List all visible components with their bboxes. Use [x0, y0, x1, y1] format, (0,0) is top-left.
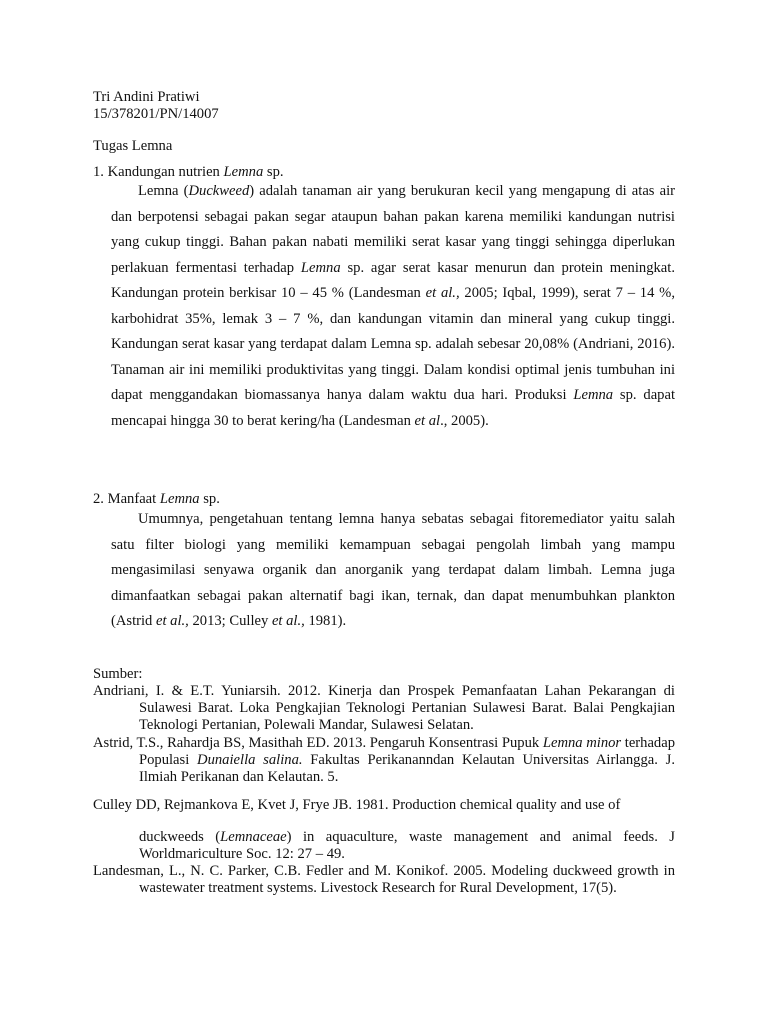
s1-text-5: sp. agar serat kasar menurun dan protein meningkat. Kandungan protein berkisar 10 – 45 % (Landesman [111, 259, 675, 301]
s2-text-3: 2013; Culley [188, 613, 272, 629]
ref2-text-a: Astrid, T.S., Rahardja BS, Masithah ED. 2013. Pengaruh Konsentrasi Pupuk [93, 735, 543, 751]
ref3-text-c: ) in aquaculture, waste management and animal feeds. J Worldmariculture Soc. 12: 27 – 49. [139, 829, 675, 863]
ref2-text-b: Lemna minor [542, 735, 622, 751]
s1-text-9: sp. dapat mencapai hingga 30 to berat kering/ha (Landesman [111, 387, 675, 429]
section2-paragraph [111, 507, 675, 635]
s1-text-2: Duckweed [188, 183, 250, 199]
section1-heading-italic: Lemna [223, 164, 264, 180]
ref3-text-b: Lemnaceae [220, 829, 287, 845]
section2-heading-prefix: 2. Manfaat [93, 491, 160, 507]
s2-text-5: 1981). [304, 613, 347, 629]
ref2-text-c: terhadap Populasi [139, 735, 675, 769]
s1-text-6: et al., [425, 285, 460, 301]
ref2-text-d: Dunaiella salina. [197, 752, 303, 769]
section2-heading [93, 491, 220, 508]
s2-text-1: Umumnya, pengetahuan tentang lemna hanya sebatas sebagai fitoremediator yaitu salah satu filter biologi yang memiliki kemampuan sebagai pengolah limbah yang mampu mengasimilasi senyawa organik dan anorganik yang terdapat dalam limbah. Lemna juga dimanfaatkan sebagai pakan alternatif bagi ikan, ternak, dan dapat menumbuhkan plankton (Astrid [111, 511, 675, 629]
s2-text-2: et al., [156, 613, 189, 629]
s1-text-8: Lemna [573, 387, 614, 403]
section2-heading-suffix: sp. [199, 491, 220, 507]
s1-text-11: ., 2005). [440, 412, 489, 429]
author-name: Tri Andini Pratiwi [93, 89, 200, 105]
assignment-title: Tugas Lemna [93, 138, 173, 154]
s2-text-4: et al., [271, 613, 305, 629]
ref2-text-e: Fakultas Perikananndan Kelautan Universitas Airlangga. J. Ilmiah Perikanan dan Kelautan. 5. [139, 752, 675, 786]
section1-heading-prefix: 1. Kandungan nutrien [93, 164, 224, 180]
s1-text-3: ) adalah tanaman air yang berukuran kecil yang mengapung di atas air dan berpotensi sebagai pakan segar ataupun bahan pakan karena memiliki kandungan nutrisi yang cukup tinggi. Bahan pakan nabati memiliki serat kasar yang tinggi sehingga diperlukan perlakuan fermentasi terhadap [111, 183, 675, 276]
section2-heading-italic: Lemna [159, 491, 200, 507]
s1-text-10: et al [414, 412, 441, 429]
reference-landesman: Landesman, L., N. C. Parker, C.B. Fedler and M. Konikof. 2005. Modeling duckweed growth in wastewater treatment systems. Livestock Research for Rural Development, 17(5). [93, 863, 675, 897]
reference-andriani: Andriani, I. & E.T. Yuniarsih. 2012. Kinerja dan Prospek Pemanfaatan Lahan Pekarangan di Sulawesi Barat. Loka Pengkajian Teknologi Pertanian Sulawesi Barat. Balai Pengkajian Teknologi Pertanian, Polewali Mandar, Sulawesi Selatan. [93, 683, 675, 734]
section1-heading-suffix: sp. [263, 164, 284, 180]
reference-culley-cont [139, 829, 675, 863]
student-id: 15/378201/PN/14007 [93, 106, 219, 122]
sources-heading: Sumber: [93, 666, 143, 682]
reference-culley-line1: Culley DD, Rejmankova E, Kvet J, Frye JB. 1981. Production chemical quality and use of [93, 797, 621, 813]
ref3-text-a: duckweeds ( [139, 829, 221, 845]
s1-text-4: Lemna [300, 259, 341, 276]
reference-astrid [93, 735, 675, 787]
s1-text-7: 2005; Iqbal, 1999), serat 7 – 14 %, karbohidrat 35%, lemak 3 – 7 %, dan kandungan vitamin dan mineral yang cukup tinggi. Kandungan serat kasar yang terdapat dalam Lemna sp. adalah sebesar 20,08% (Andriani, 2016). Tanaman air ini memiliki produktivitas yang tinggi. Dalam kondisi optimal jenis tumbuhan ini dapat menggandakan biomassanya hanya dalam waktu dua hari. Produksi [111, 285, 675, 403]
section1-paragraph [111, 179, 675, 434]
s1-text-1: Lemna ( [138, 183, 189, 199]
